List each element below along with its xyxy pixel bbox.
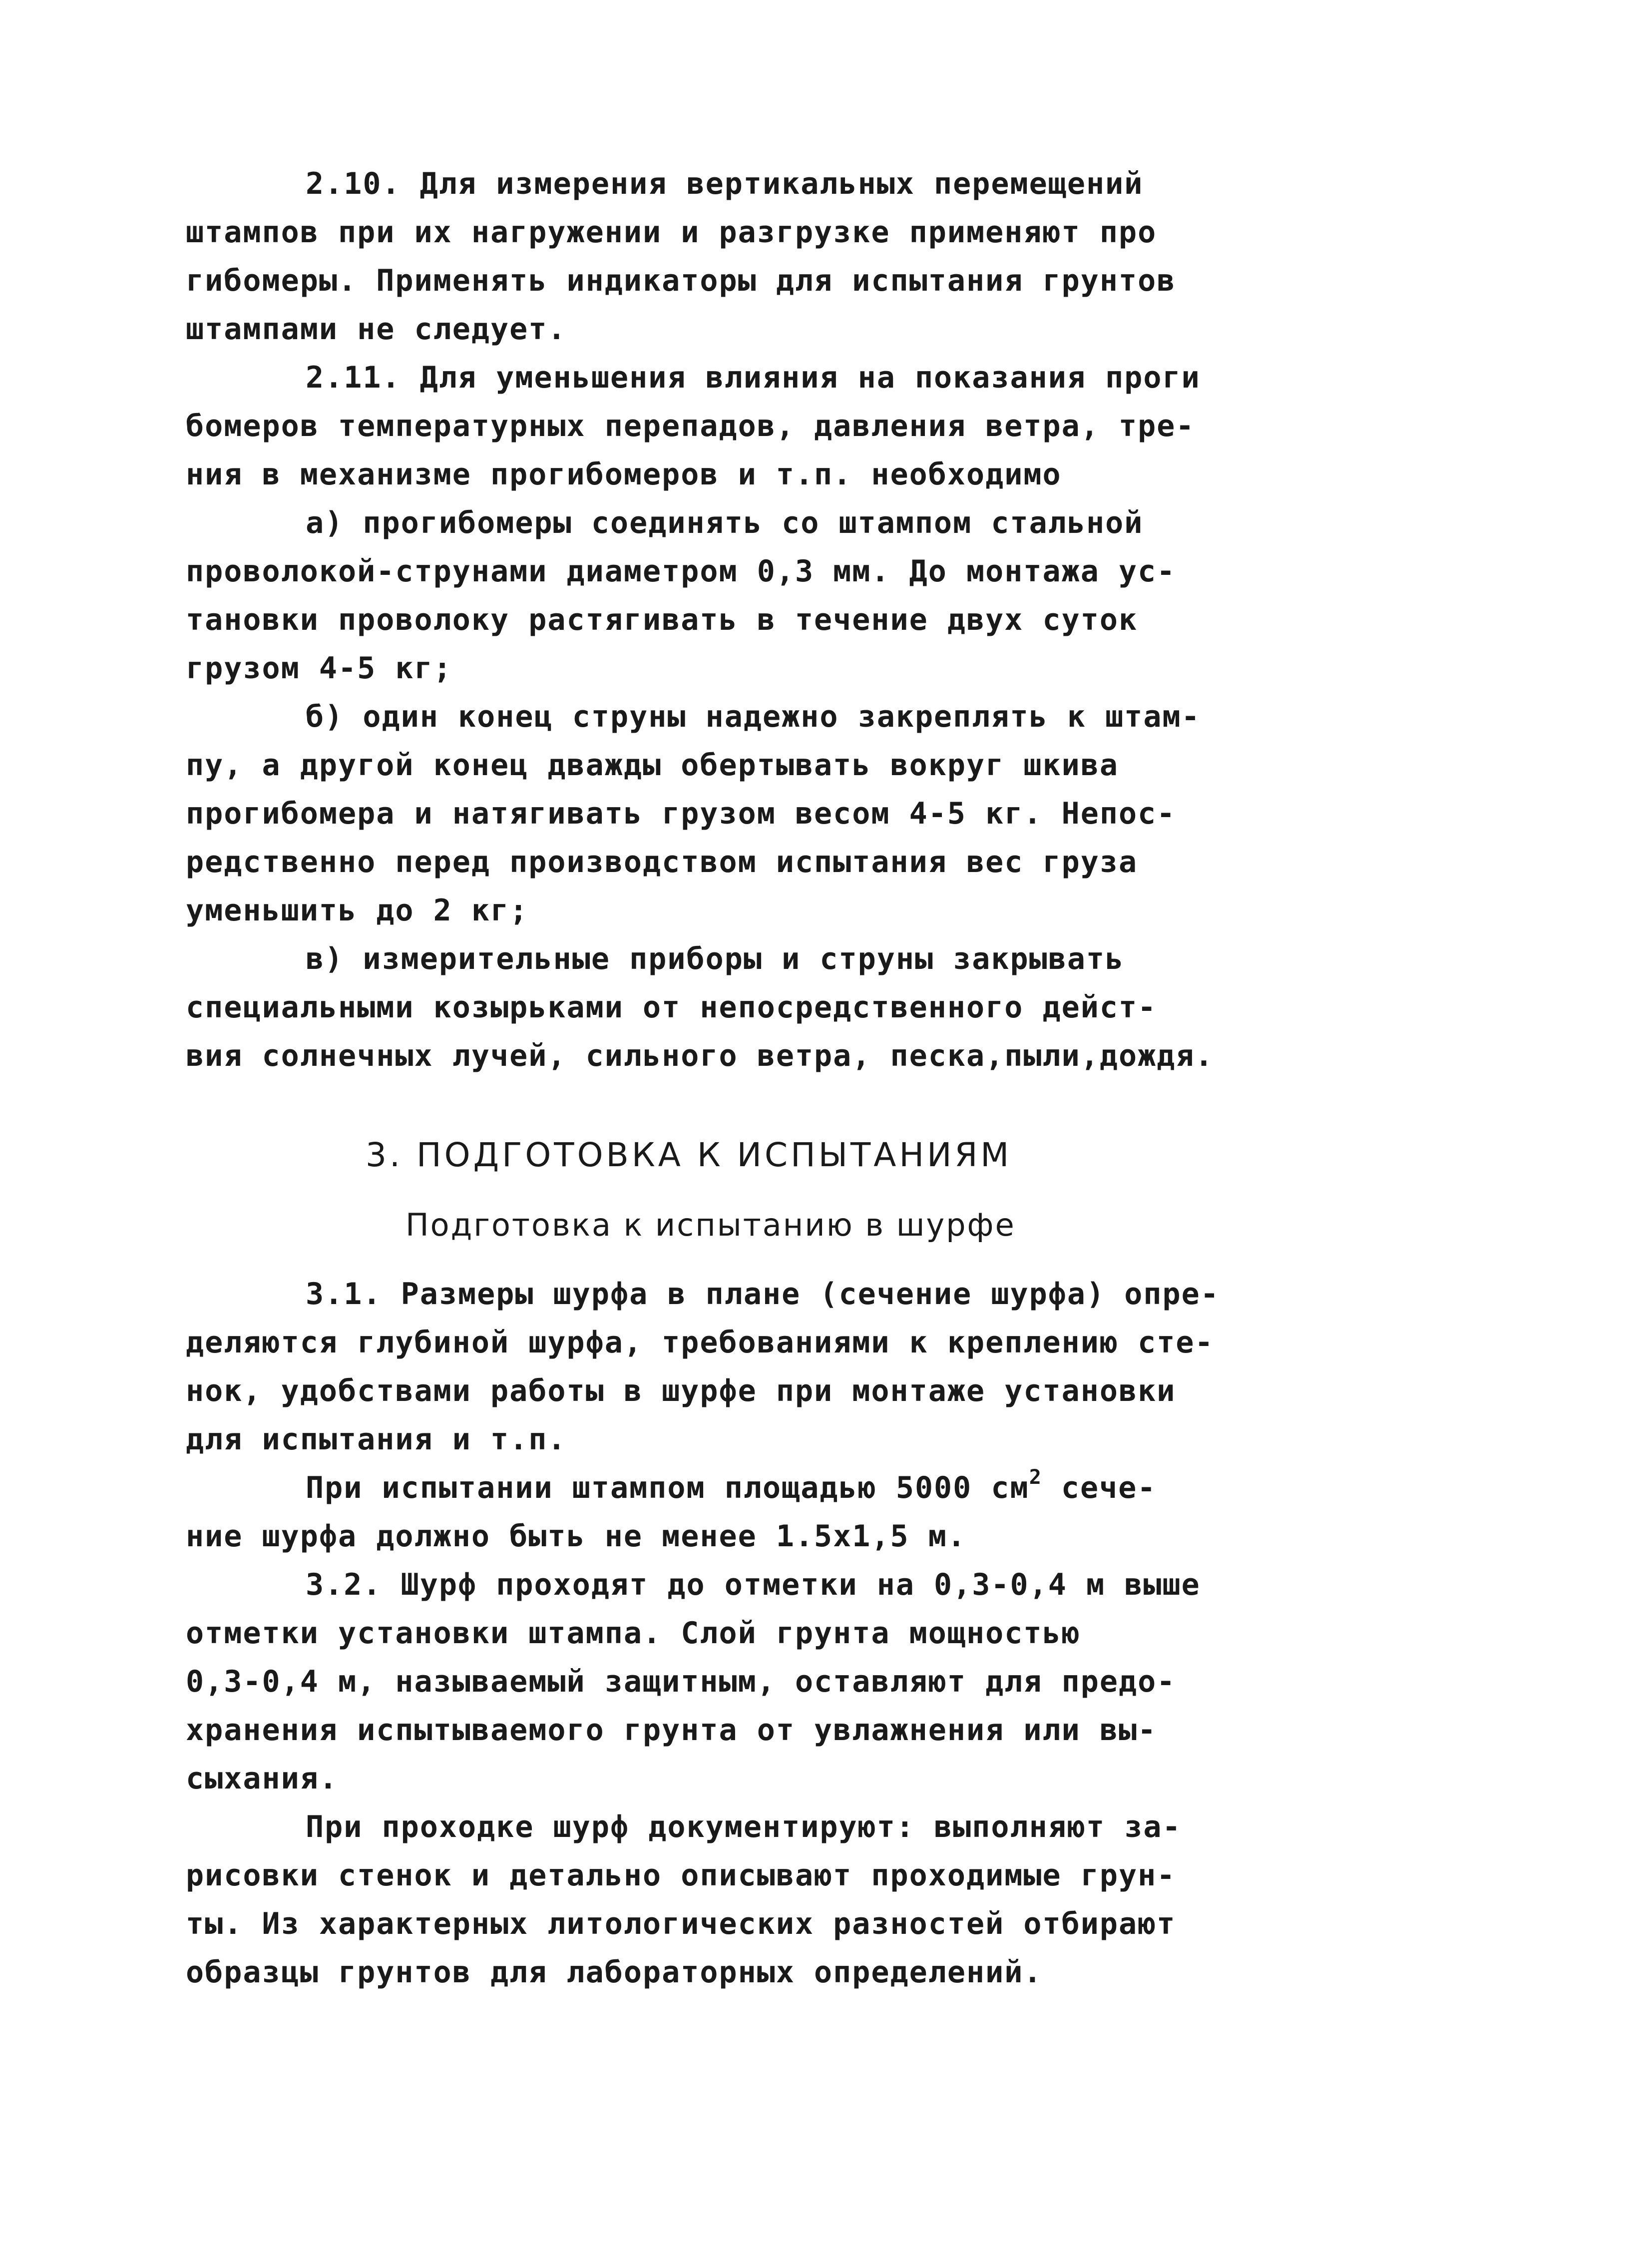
text-line: 3.2. Шурф проходят до отметки на 0,3-0,4 м выше (306, 1567, 1201, 1602)
text-line: для испытания и т.п. (186, 1422, 567, 1457)
superscript: 2 (1029, 1466, 1042, 1489)
text-line: а) прогибомеры соединять со штампом стальной (306, 505, 1144, 540)
paragraph-3-2-documentation (186, 1803, 1464, 1997)
text-line: отметки установки штампа. Слой грунта мощностью (186, 1616, 1081, 1651)
text-line: пу, а другой конец дважды обертывать вокруг шкива (186, 748, 1119, 783)
text-line: 3.1. Размеры шурфа в плане (сечение шурфа) опре- (306, 1277, 1220, 1312)
paragraph-3-1-pit-size (186, 1464, 1464, 1561)
text-line: 0,3-0,4 м, называемый защитным, оставляют для предо- (186, 1664, 1176, 1699)
paragraph-3-2 (186, 1561, 1464, 1803)
text-line: прогибомера и натягивать грузом весом 4-5 кг. Непос- (186, 796, 1176, 831)
text-line: ние шурфа должно быть не менее 1.5х1,5 м. (186, 1519, 967, 1554)
text-line: тановки проволоку растягивать в течение двух суток (186, 602, 1138, 637)
text-line: деляются глубиной шурфа, требованиями к креплению сте- (186, 1325, 1214, 1360)
text-line: гибомеры. Применять индикаторы для испытания грунтов (186, 263, 1176, 298)
text-line: 2.10. Для измерения вертикальных перемещений (306, 166, 1144, 201)
paragraph-3-1 (186, 1270, 1464, 1464)
text-line: рисовки стенок и детально описывают проходимые грун- (186, 1858, 1176, 1893)
text-line: б) один конец струны надежно закреплять к штам- (306, 699, 1201, 734)
text-line (186, 1464, 1464, 1512)
list-item-b (186, 693, 1464, 935)
spacer (186, 1080, 1464, 1130)
text-line: сыхания. (186, 1761, 338, 1796)
text-line: нок, удобствами работы в шурфе при монтаже установки (186, 1373, 1176, 1408)
paragraph-2-10 (186, 160, 1464, 354)
text-line: бомеров температурных перепадов, давления ветра, тре- (186, 409, 1195, 444)
text-line: хранения испытываемого грунта от увлажнения или вы- (186, 1713, 1157, 1748)
section-subheading: Подготовка к испытанию в шурфе (406, 1207, 1016, 1243)
text-line: вия солнечных лучей, сильного ветра, песка,пыли,дождя. (186, 1038, 1214, 1073)
list-item-a (186, 499, 1464, 693)
text-line: 2.11. Для уменьшения влияния на показания проги (306, 360, 1201, 395)
text-line: редственно перед производством испытания вес груза (186, 845, 1138, 880)
text-line: образцы грунтов для лабораторных определений. (186, 1955, 1043, 1990)
section-heading: 3. ПОДГОТОВКА К ИСПЫТАНИЯМ (366, 1136, 1012, 1174)
text-column (186, 160, 1464, 1997)
text-line: специальными козырьками от непосредственного дейст- (186, 990, 1157, 1025)
text-line: ты. Из характерных литологических разностей отбирают (186, 1906, 1176, 1941)
spacer (186, 1250, 1464, 1270)
text-line: штампов при их нагружении и разгрузке применяют про (186, 215, 1157, 250)
text-line: грузом 4-5 кг; (186, 651, 452, 686)
text-fragment: сече- (1042, 1470, 1157, 1505)
text-line: При проходке шурф документируют: выполняют за- (306, 1809, 1182, 1844)
text-line: штампами не следует. (186, 312, 567, 347)
text-line: в) измерительные приборы и струны закрывать (306, 941, 1125, 976)
text-fragment: При испытании штампом площадью 5000 см (306, 1470, 1029, 1505)
list-item-v (186, 935, 1464, 1080)
paragraph-2-11 (186, 354, 1464, 499)
text-line: уменьшить до 2 кг; (186, 893, 529, 928)
spacer (186, 1180, 1464, 1200)
text-line: ния в механизме прогибомеров и т.п. необходимо (186, 457, 1062, 492)
text-line: проволокой-струнами диаметром 0,3 мм. До монтажа ус- (186, 554, 1176, 589)
